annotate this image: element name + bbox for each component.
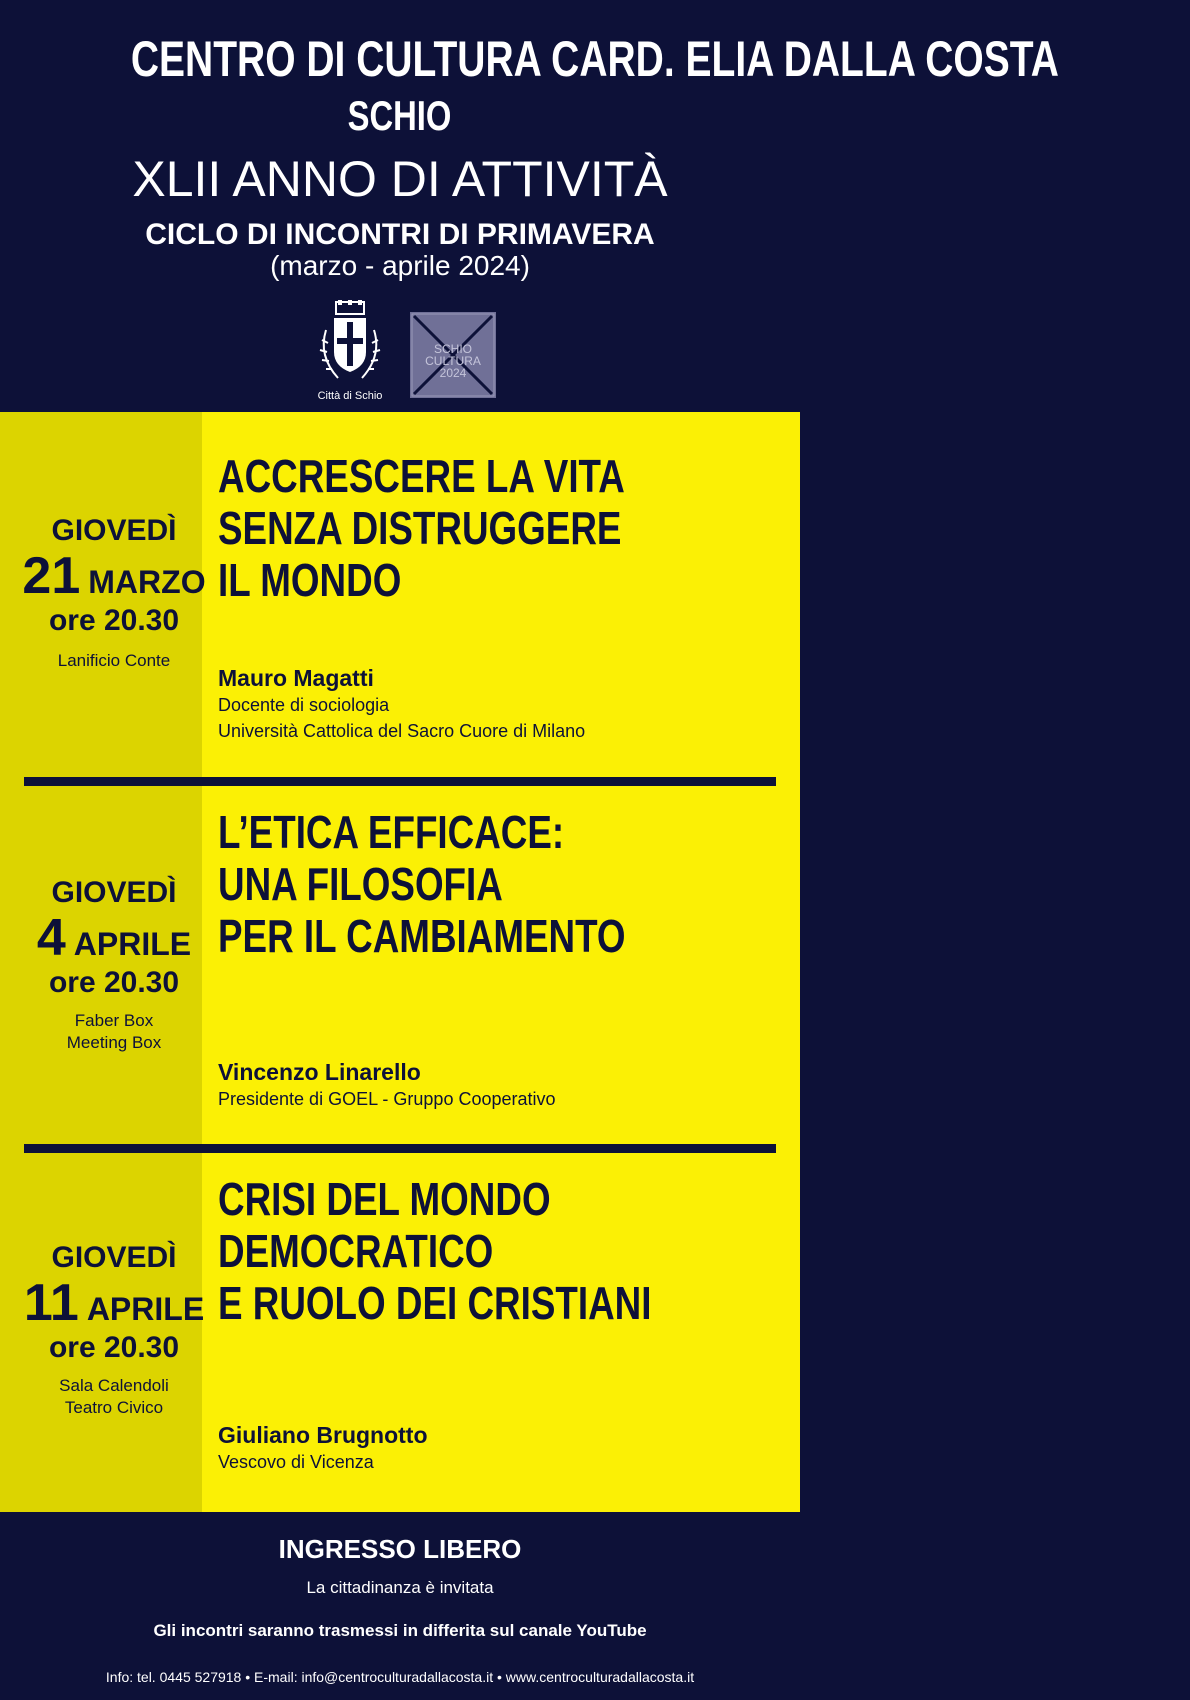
event-month: MARZO <box>88 564 206 600</box>
organizer-city: SCHIO <box>348 92 452 139</box>
event-month: APRILE <box>73 926 192 962</box>
event-weekday: GIOVEDÌ <box>51 876 177 909</box>
speaker-affiliation: Università Cattolica del Sacro Cuore di Milano <box>218 721 586 741</box>
event-title: ACCRESCERE LA VITA SENZA DISTRUGGERE IL MONDO <box>218 450 625 606</box>
event-speaker <box>218 1058 778 1112</box>
event-date <box>0 1241 228 1419</box>
event-venue-2: Teatro Civico <box>64 1398 164 1417</box>
speaker-role: Vescovo di Vicenza <box>218 1452 374 1472</box>
cycle-dates: (marzo - aprile 2024) <box>270 250 530 281</box>
free-entry: INGRESSO LIBERO <box>278 1534 522 1564</box>
event-speaker <box>218 664 778 744</box>
speaker-role: Presidente di GOEL - Gruppo Cooperativo <box>218 1089 556 1109</box>
event-day: 11 <box>23 1274 79 1332</box>
event-time: ore 20.30 <box>48 1331 180 1364</box>
event-day: 21 <box>22 547 81 605</box>
event-month: APRILE <box>86 1291 205 1327</box>
youtube-notice: Gli incontri saranno trasmessi in differita sul canale YouTube <box>153 1621 647 1640</box>
event-day: 4 <box>36 909 66 967</box>
divider <box>24 777 776 786</box>
event-title: CRISI DEL MONDO DEMOCRATICO E RUOLO DEI CRISTIANI <box>218 1173 652 1329</box>
event-venue-1: Faber Box <box>74 1011 154 1030</box>
event-venue-2: Meeting Box <box>66 1033 162 1052</box>
event-date <box>0 876 228 1054</box>
speaker-name: Vincenzo Linarello <box>218 1059 421 1085</box>
cycle-title: CICLO DI INCONTRI DI PRIMAVERA <box>145 218 655 251</box>
event-speaker <box>218 1421 778 1475</box>
footer <box>0 1512 800 1700</box>
header <box>0 0 1059 412</box>
event-venue: Lanificio Conte <box>57 651 171 670</box>
crest-caption: Città di Schio <box>317 390 383 402</box>
event-time: ore 20.30 <box>48 966 180 999</box>
culture-2024-logo <box>410 312 496 398</box>
event-date <box>0 514 228 672</box>
events-section <box>0 412 800 1512</box>
invitation: La cittadinanza è invitata <box>306 1578 494 1597</box>
event-venue-1: Sala Calendoli <box>59 1376 169 1395</box>
contact-info: Info: tel. 0445 527918 • E-mail: info@centroculturadallacosta.it • www.centroculturadallacosta.it <box>105 1669 695 1685</box>
culture-logo-text-2: CULTURA <box>425 354 481 368</box>
speaker-role: Docente di sociologia <box>218 695 390 715</box>
event-weekday: GIOVEDÌ <box>51 1241 177 1274</box>
event-title: L’ETICA EFFICACE: UNA FILOSOFIA PER IL CAMBIAMENTO <box>218 806 626 962</box>
divider <box>24 1144 776 1153</box>
activity-year: XLII ANNO DI ATTIVITÀ <box>132 151 668 207</box>
event-time: ore 20.30 <box>48 604 180 637</box>
logos <box>0 300 800 410</box>
organizer-name: CENTRO DI CULTURA CARD. ELIA DALLA COSTA <box>130 31 1059 87</box>
culture-logo-text-1: SCHIO <box>433 342 472 356</box>
speaker-name: Giuliano Brugnotto <box>218 1422 428 1448</box>
event-weekday: GIOVEDÌ <box>51 514 177 547</box>
speaker-name: Mauro Magatti <box>218 665 374 691</box>
culture-logo-text-3: 2024 <box>439 366 467 380</box>
